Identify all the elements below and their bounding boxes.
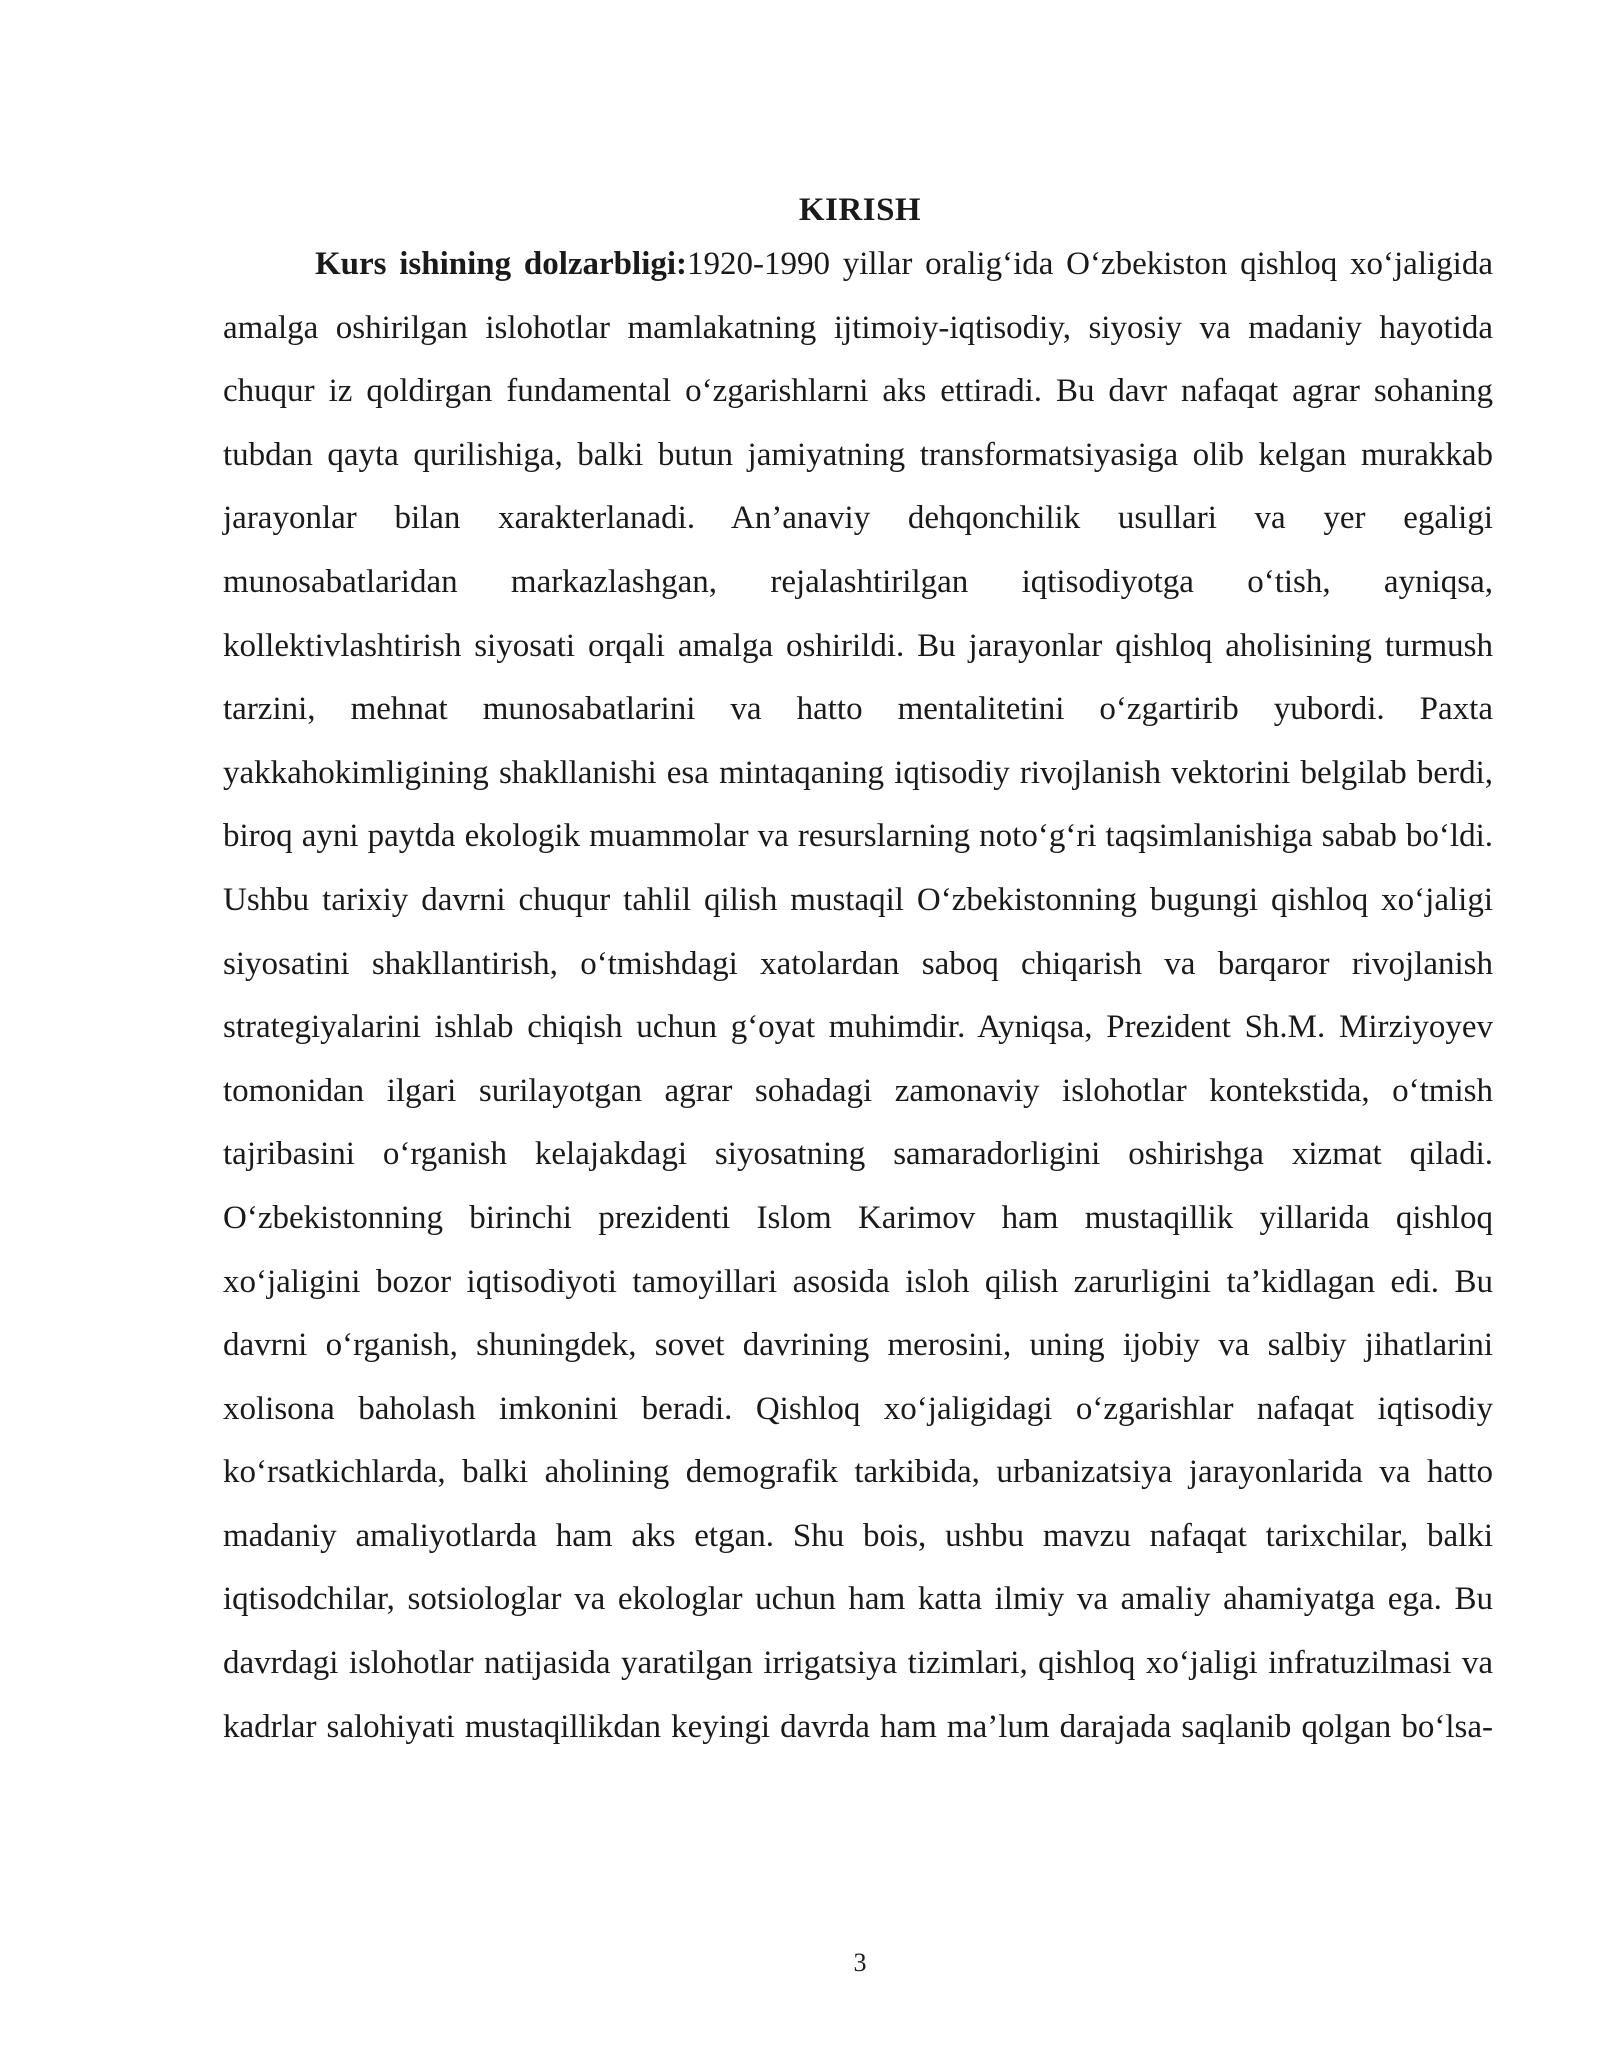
body-paragraph	[223, 233, 1493, 1759]
paragraph-text: 1920-1990 yillar oralig‘ida O‘zbekiston qishloq xo‘jaligida amalga oshirilgan islohotlar mamlakatning ijtimoiy-iqtisodiy, siyosiy va madaniy hayotida chuqur iz qoldirgan fundamental o‘zgarishlarni aks ettiradi. Bu davr nafaqat agrar sohaning tubdan qayta qurilishiga, balki butun jamiyatning transformatsiyasiga olib kelgan murakkab jarayonlar bilan xarakterlanadi. An’anaviy dehqonchilik usullari va yer egaligi munosabatlaridan markazlashgan, rejalashtirilgan iqtisodiyotga o‘tish, ayniqsa, kollektivlashtirish siyosati orqali amalga oshirildi. Bu jarayonlar qishloq aholisining turmush tarzini, mehnat munosabatlarini va hatto mentalitetini o‘zgartirib yubordi. Paxta yakkahokimligining shakllanishi esa mintaqaning iqtisodiy rivojlanish vektorini belgilab berdi, biroq ayni paytda ekologik muammolar va resurslarning noto‘g‘ri taqsimlanishiga sabab bo‘ldi. Ushbu tarixiy davrni chuqur tahlil qilish mustaqil O‘zbekistonning bugungi qishloq xo‘jaligi siyosatini shakllantirish, o‘tmishdagi xatolardan saboq chiqarish va barqaror rivojlanish strategiyalarini ishlab chiqish uchun g‘oyat muhimdir. Ayniqsa, Prezident Sh.M. Mirziyoyev tomonidan ilgari surilayotgan agrar sohadagi zamonaviy islohotlar kontekstida, o‘tmish tajribasini o‘rganish kelajakdagi siyosatning samaradorligini oshirishga xizmat qiladi. O‘zbekistonning birinchi prezidenti Islom Karimov ham mustaqillik yillarida qishloq xo‘jaligini bozor iqtisodiyoti tamoyillari asosida isloh qilish zarurligini ta’kidlagan edi. Bu davrni o‘rganish, shuningdek, sovet davrining merosini, uning ijobiy va salbiy jihatlarini xolisona baholash imkonini beradi. Qishloq xo‘jaligidagi o‘zgarishlar nafaqat iqtisodiy ko‘rsatkichlarda, balki aholining demografik tarkibida, urbanizatsiya jarayonlarida va hatto madaniy amaliyotlarda ham aks etgan. Shu bois, ushbu mavzu nafaqat tarixchilar, balki iqtisodchilar, sotsiologlar va ekologlar uchun ham katta ilmiy va amaliy ahamiyatga ega. Bu davrdagi islohotlar natijasida yaratilgan irrigatsiya tizimlari, qishloq xo‘jaligi infratuzilmasi va kadrlar salohiyati mustaqillikdan keyingi davrda ham ma’lum darajada saqlanib qolgan bo‘lsa-	[223, 246, 1493, 1745]
paragraph-lead-label: Kurs ishining dolzarbligi:	[315, 246, 688, 282]
page-title: KIRISH	[798, 192, 922, 228]
page-number: 3	[853, 1948, 867, 1977]
